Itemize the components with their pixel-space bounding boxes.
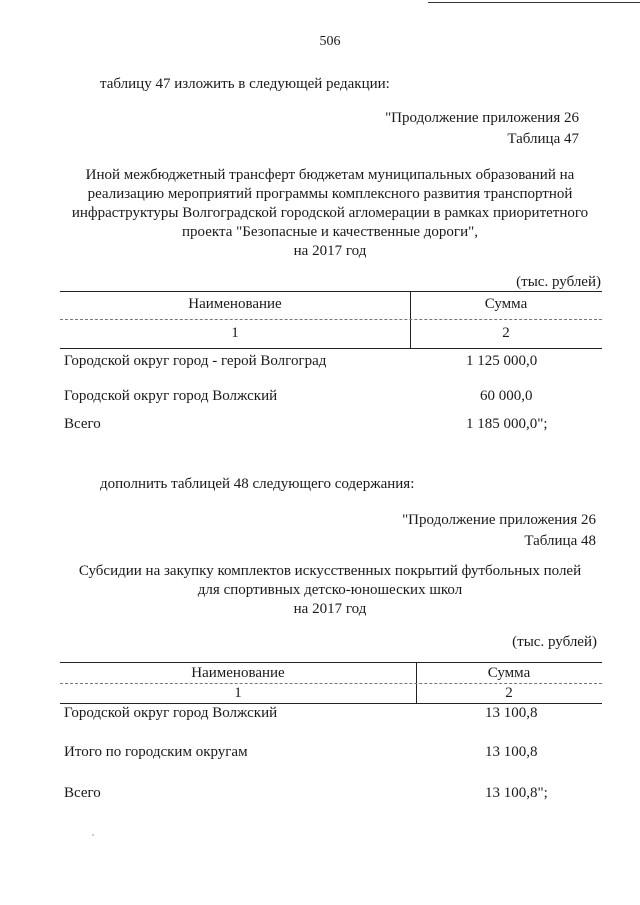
header-divider [60, 683, 602, 684]
top-edge-line [428, 2, 640, 3]
row-name: Всего [64, 785, 101, 801]
row-name: Городской округ город Волжский [64, 388, 278, 404]
column-number: 2 [502, 325, 510, 341]
page-number: 506 [319, 34, 341, 49]
title-line: инфраструктуры Волгоградской городской агломерации в рамках приоритетного [71, 205, 589, 221]
row-sum: 60 000,0 [480, 388, 533, 404]
column-number: 2 [505, 685, 513, 701]
column-header-sum: Сумма [484, 296, 528, 312]
header-divider [60, 319, 602, 320]
title-line: на 2017 год [293, 243, 367, 259]
table-top-rule [60, 291, 602, 292]
row-name: Итого по городским округам [64, 744, 248, 760]
intro-text-table48: дополнить таблицей 48 следующего содержания: [100, 476, 415, 492]
row-sum: 1 185 000,0"; [466, 416, 548, 432]
table48-title [60, 562, 600, 619]
row-name: Всего [64, 416, 101, 432]
column-number: 1 [234, 685, 242, 701]
title-line: реализацию мероприятий программы комплексного развития транспортной [87, 186, 573, 202]
continuation-label: "Продолжение приложения 26 [402, 512, 596, 528]
title-line: Иной межбюджетный трансферт бюджетам муниципальных образований на [85, 167, 575, 183]
column-header-name: Наименование [191, 665, 285, 681]
title-line: Субсидии на закупку комплектов искусственных покрытий футбольных полей [78, 563, 582, 579]
units-label: (тыс. рублей) [516, 274, 601, 290]
column-header-sum: Сумма [487, 665, 531, 681]
column-header-name: Наименование [188, 296, 282, 312]
row-sum: 13 100,8"; [485, 785, 548, 801]
table-label: Таблица 48 [524, 533, 596, 549]
table-header-bottom-rule [60, 348, 602, 349]
row-name: Городской округ город - герой Волгоград [64, 353, 327, 369]
title-line: на 2017 год [293, 601, 367, 617]
table-label: Таблица 47 [507, 131, 579, 147]
units-label: (тыс. рублей) [512, 634, 597, 650]
continuation-label: "Продолжение приложения 26 [385, 110, 579, 126]
table47-title [60, 166, 600, 261]
title-line: для спортивных детско-юношеских школ [197, 582, 463, 598]
row-name: Городской округ город Волжский [64, 705, 278, 721]
title-line: проекта "Безопасные и качественные дороги", [182, 224, 478, 240]
row-sum: 13 100,8 [485, 744, 538, 760]
row-sum: 1 125 000,0 [466, 353, 538, 369]
table-header-bottom-rule [60, 703, 602, 704]
table-top-rule [60, 662, 602, 663]
scan-speck [92, 834, 94, 836]
column-number: 1 [231, 325, 239, 341]
row-sum: 13 100,8 [485, 705, 538, 721]
intro-text-table47: таблицу 47 изложить в следующей редакции: [100, 76, 390, 92]
